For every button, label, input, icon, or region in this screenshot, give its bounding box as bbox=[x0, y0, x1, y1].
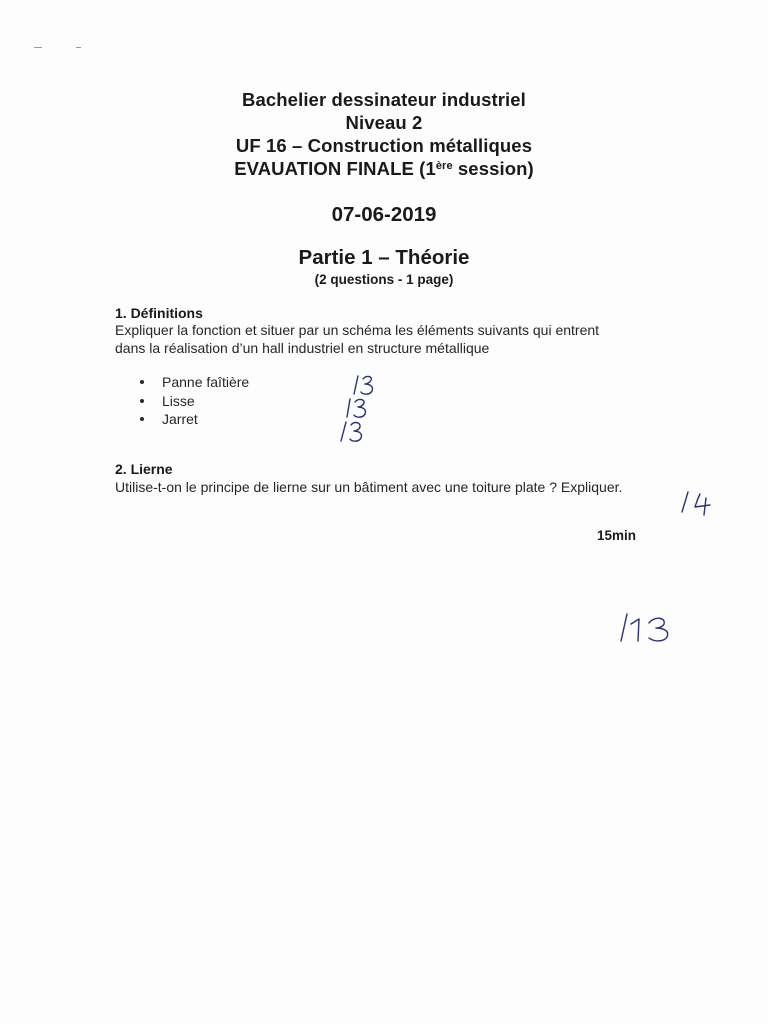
handwritten-total-13 bbox=[617, 610, 675, 644]
handwritten-score-3-a bbox=[348, 374, 378, 396]
list-item: Panne faîtière bbox=[140, 373, 249, 392]
bullet-icon bbox=[140, 380, 144, 384]
list-item: Lisse bbox=[140, 392, 249, 411]
evaluation-title: EVAUATION FINALE (1ère session) bbox=[234, 158, 534, 179]
exam-header bbox=[0, 88, 768, 180]
section-2-question: Utilise-t-on le principe de lierne sur un bâtiment avec une toiture plate ? Expliquer. bbox=[115, 479, 623, 495]
part-title: Partie 1 – Théorie bbox=[298, 246, 470, 269]
instruction-line: dans la réalisation d’un hall industriel en structure métallique bbox=[115, 340, 490, 356]
section-2-title: 2. Lierne bbox=[115, 461, 173, 477]
instruction-line: Expliquer la fonction et situer par un schéma les éléments suivants qui entrent bbox=[115, 322, 600, 338]
handwritten-score-3-b bbox=[342, 397, 372, 419]
duration-label: 15min bbox=[597, 528, 637, 543]
section-1-instructions bbox=[115, 321, 599, 357]
definition-list bbox=[140, 373, 249, 429]
part-subtitle: (2 questions - 1 page) bbox=[314, 272, 454, 287]
scan-speck bbox=[34, 47, 42, 48]
level-label: Niveau 2 bbox=[345, 112, 423, 133]
bullet-icon bbox=[140, 417, 144, 421]
exam-date: 07-06-2019 bbox=[331, 203, 437, 226]
handwritten-score-3-c bbox=[337, 420, 367, 444]
course-title: UF 16 – Construction métalliques bbox=[235, 135, 533, 156]
program-title: Bachelier dessinateur industriel bbox=[242, 89, 526, 110]
handwritten-score-4 bbox=[680, 490, 714, 516]
bullet-icon bbox=[140, 399, 144, 403]
section-1-title: 1. Définitions bbox=[115, 305, 203, 321]
scan-speck bbox=[76, 47, 81, 48]
list-item: Jarret bbox=[140, 410, 249, 429]
